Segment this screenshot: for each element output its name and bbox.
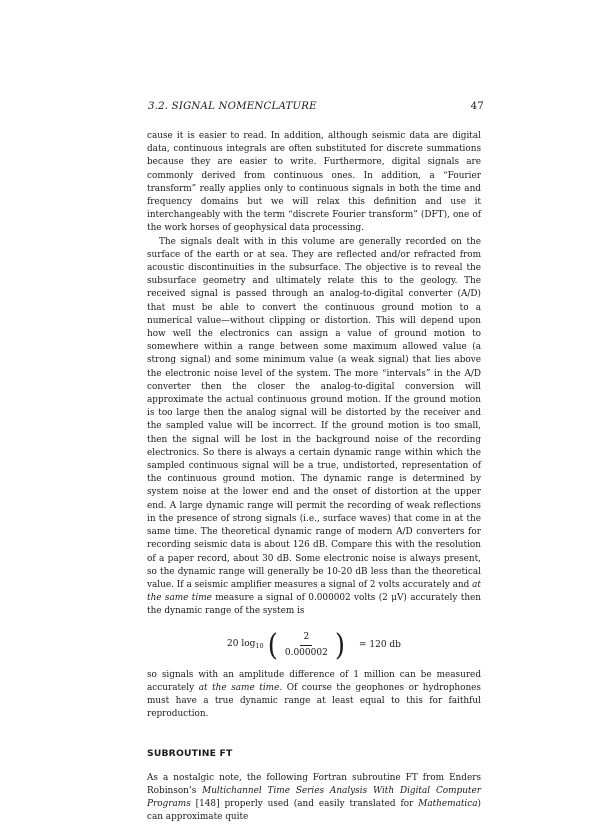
log-base: 10 <box>255 641 264 650</box>
section-title: 3.2. SIGNAL NOMENCLATURE <box>148 101 317 112</box>
section-heading: SUBROUTINE FT <box>147 748 233 760</box>
paragraph-text: The signals dealt with in this volume are generally recorded on the surface of the earth or at sea. They are reflected and/or refracted from acoustic discontinuities in the subsurface. The objective is to reveal the subsurface geometry and ultimately relate this to the geology. The received signal is passed through an analog-to-digital converter (A/D) that must be able to convert the continuous ground motion to a numerical value—without clipping or distortion. This will depend upon how well the electronics can assign a value of ground motion to somewhere within a range between some maximum allowed value (a strong signal) and some minimum value (a weak signal) that lies above the electronic noise level of the system. The more “intervals” in the A/D converter then the closer the analog-to-digital conversion will approximate the actual continuous ground motion. If the ground motion is too large then the analog signal will be distorted by the receiver and the sampled value will be incorrect. If the ground motion is too small, then the signal will be lost in the background noise of the recording electronics. So there is always a certain dynamic range within which the sampled continuous signal will be a true, undistorted, representation of the continuous ground motion. The dynamic range is determined by system noise at the lower end and the onset of distortion at the upper end. A large dynamic range will permit the recording of weak reflections in the presence of strong signals (i.e., surface waves) that come in at the same time. The theoretical dynamic range of modern A/D converters for recording seismic data is about 126 dB. Compare this with the resolution of a paper record, about 30 dB. Some electronic noise is always present, so the dynamic range will generally be 10-20 dB less than the theoretical value. If a seismic amplifier measures a signal of 2 volts accurately and <box>147 236 481 590</box>
paragraph-text: ) can approximate quite <box>147 798 481 823</box>
software-name: Mathematica <box>418 798 478 809</box>
book-title: Multichannel Time Series Analysis With Digital Computer Programs <box>147 785 481 809</box>
paragraph-signals <box>147 236 481 619</box>
paragraph-text: As a nostalgic note, the following Fortran subroutine FT from Enders Robinson’s <box>147 772 481 796</box>
paragraph-text: measure a signal of 0.000002 volts (2 μV) accurately then the dynamic range of the system is <box>147 593 481 617</box>
page-number: 47 <box>470 101 484 112</box>
right-paren: ) <box>334 628 345 663</box>
paragraph-continuation: cause it is easier to read. In addition, although seismic data are digital data, continuous integrals are often substituted for discrete summations because they are easier to write. Furthermore, digital signals are commonly derived from continuous ones. In addition, a “Fourier transform” really applies only to continuous signals in both the time and frequency domains but we will relax this definition and use it interchangeably with the term “discrete Fourier transform” (DFT), one of the work horses of geophysical data processing. <box>147 131 481 234</box>
denominator: 0.000002 <box>284 648 328 659</box>
paragraph-text: [148] properly used (and easily translated for <box>190 798 419 809</box>
paragraph-text: Of course the geophones or hydrophones must have a true dynamic range at least equal to this for faithful reproduction. <box>147 682 481 720</box>
body-text <box>147 130 481 824</box>
fraction <box>282 631 331 660</box>
emphasis-text: at the same time <box>147 579 481 604</box>
emphasis-text: at the same time. <box>198 682 283 693</box>
equation-coefficient <box>227 638 264 653</box>
paragraph-after-equation <box>147 669 481 722</box>
paragraph-text: so signals with an amplitude difference of 1 million can be measured accurately <box>147 669 481 693</box>
numerator: 2 <box>300 631 312 646</box>
log-term: 20 log <box>227 638 256 649</box>
paragraph-subroutine <box>147 772 481 824</box>
running-header <box>148 101 484 117</box>
dynamic-range-equation <box>147 627 481 665</box>
equation-result: = 120 db <box>358 639 401 650</box>
left-paren: ( <box>267 628 278 663</box>
